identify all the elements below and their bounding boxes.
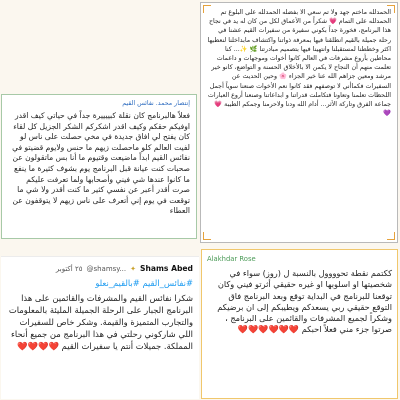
corner-decoration: [203, 232, 211, 240]
testimonial-text: الحمدلله ماختم جهد ولا تم سعي الا بفضله الحمدلله على البلوغ تم الحمدلله على التمام 💗 شكراً من الأعماق لكل من كان له يد في نجاح هذا البرنامج، فخورة جداً بكوني سفيرة من سفيرات القيم عشنا في رحلة جميلة بالقيم انطلقنا فيها بمعرفة ذواتنا واكتشاف مابداخلنا لنعطيها اكثر وخططنا لمستقبلنا وانتهينا فيها بتصميم مبادرتنا 🌿 ✨... كنا محاطين بأروع مشرفات في العالم كانوا أخوات وموجهات و داعمات تعلمت منهم أن النجاح لا يكمن الا بالأخلاق الحسنة و التواضع، كانو خير مرشد ومعين جزاهم الله عنا خير الجزاء 🌸 وحين الحديث عن السفيرات فكماأني لا توصفهم فقد كانوا نعم الأخوات صنعنا سوياً أجمل اللحظات تعلمنا وتعاونا فتكاملت قدراتنا و ابداعاتنا وصنعنا أروع العبارات جماعة الفرق وتاركة الأثر... أدام الله ودنا ولاحرمنا وجمكم الطيبة 💗 💜: [207, 9, 391, 118]
tweet-card: [1, 256, 199, 399]
corner-decoration: [203, 5, 211, 13]
testimonial-card-1: [200, 2, 398, 243]
tweet-text: شكرا نفائس القيم والمشرفات والقائمين على هذا البرنامج الجبار على الرحلة الجميلة المليئة بالمعلومات والتجارب المتميزة والقيمة. وشكر خاص للسفيرات اللي شاركوني رحلتي في هذا البرنامج من جميع أنحاء المملكة. جميلات أنتم يا سفيرات القيم: [8, 293, 193, 351]
testimonial-text: ككتمم نقطة تحوووول بالنسبة ل (روز) سواء في شخصيتها او اسلوبها او غيره حقيقي أثرتو فيني وكان توقعنا للبرنامج في البداية توقع وبعد البرنامج فاق التوقع حقيقي ربي يسعدكم ويطيبكم إلى ان برضيكم وشكراً لجميع المشرفات والقائمين على البرنامج ، صرتوا جزء مني فعلاً احبكم: [217, 268, 392, 335]
testimonial-author: إنتصار محمد. نفائس القيم: [122, 100, 190, 107]
hearts-emoji: ❤️❤️❤️❤️❤️❤️: [237, 324, 300, 335]
corner-decoration: [387, 5, 395, 13]
testimonial-card-2: [1, 94, 197, 239]
tweet-hashtags[interactable]: #نفائس_القيم #بالقيم_نعلو: [95, 278, 193, 288]
tweet-header: [7, 263, 193, 275]
verified-icon: ✦: [130, 265, 137, 273]
testimonial-text: فعلاً هالبرنامج كان نقلة كبييييرة جداً في حياتي كيف اقدر اوفيكم حقكم وكيف اقدر اشكركم الشكر الجزيل كل لقاء كان يفتح لي افاق جديدة في مخي حصلت على ناس لو لفيت العالم كلو ماحصلت زيهم ما حنس ولايوم قضيتو في نفائس القيم ابداً ماضيعت وقتيوم ما أنا بس ماتقولون عن صحبات كنت عيانة قبل البرنامج يوم بشوف كثيرة ما ينفع ما كانوا عندها شي فيني وأصحابها ولما تعرفت عليكم صرت أقدر أعبر عن نفسي كثير ما كنت أقدر ولا شي ما توقعت في يوم إني أتعرف على ناس زيهم لا يتوقفون عن العطاء: [12, 111, 190, 216]
testimonial-author: Alakhdar Rose: [207, 255, 256, 263]
tweet-handle[interactable]: @shamsy...: [86, 265, 127, 273]
tweet-date: ٢٥ أكتوبر: [55, 265, 83, 273]
testimonial-card-4: [201, 249, 398, 399]
corner-decoration: [387, 232, 395, 240]
tweet-author-name[interactable]: Shams Abed: [140, 264, 193, 273]
hearts-emoji: ❤️❤️❤️❤️: [17, 341, 59, 351]
